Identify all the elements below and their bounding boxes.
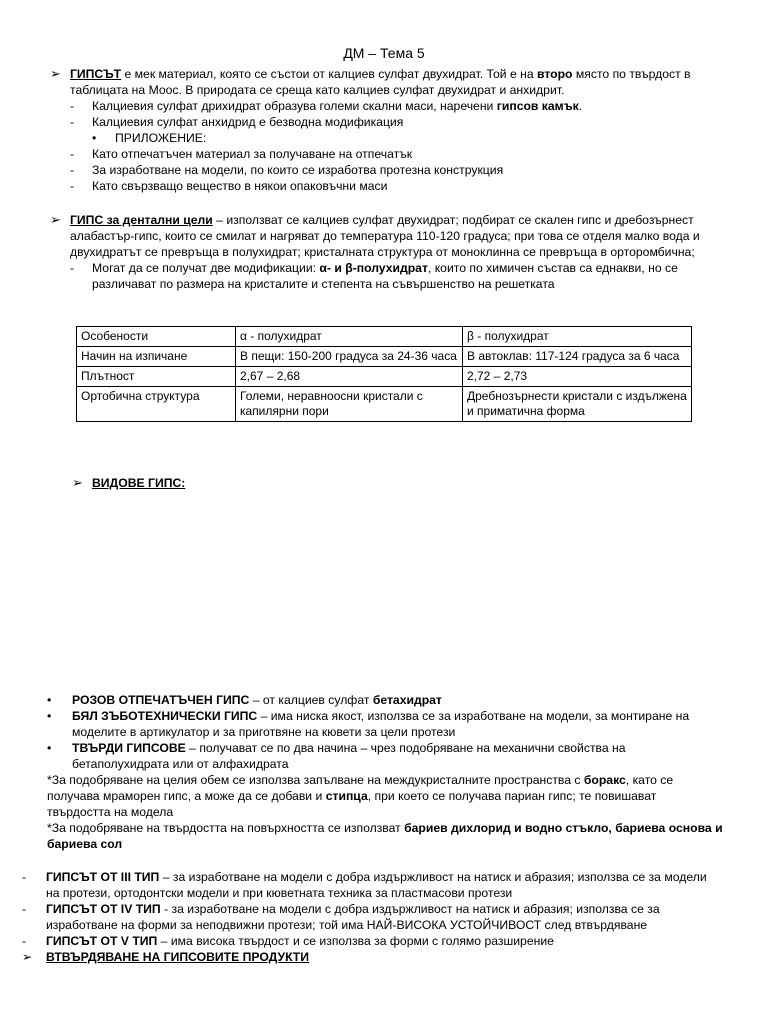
dash-text: Калциевия сулфат анхидрид е безводна модификация xyxy=(92,115,404,129)
intro-bold-word: второ xyxy=(537,67,573,81)
application-item: - За изработване на модели, по които се изработва протезна конструкция xyxy=(70,163,504,177)
applications-heading xyxy=(50,130,720,146)
arrow-bullet-icon: ➢ xyxy=(22,950,33,964)
table-cell: В пещи: 150-200 градуса за 24-36 часа xyxy=(236,347,463,367)
table-row xyxy=(77,387,692,422)
class-item: - ГИПСЪТ ОТ IV ТИП - за изработване на модели с добра издържливост на натиск и абразия; използва се за изработване на форми за неподвижни протези; той има НАЙ-ВИСОКА УСТОЙЧИВОСТ след втвърдяване xyxy=(22,902,660,932)
final-heading xyxy=(22,949,722,965)
applications-label: ПРИЛОЖЕНИЕ: xyxy=(115,131,207,145)
note-text: , като се получава мраморен гипс, а може да се добави и xyxy=(47,773,674,803)
mod-text-b: , които по химичен състав са еднакви, но се различават по размера на кристалите и степента на съвършенство на решетката xyxy=(92,261,678,291)
table-header-cell: Особености xyxy=(77,327,236,347)
note-bold: стипца xyxy=(325,789,368,803)
table-cell: Начин на изпичане xyxy=(77,347,236,367)
intro-text-a: е мек материал, която се състои от калциев сулфат двухидрат. Той е на xyxy=(121,67,538,81)
final-heading-label: ВТВЪРДЯВАНЕ НА ГИПСОВИТЕ ПРОДУКТИ xyxy=(46,950,310,964)
table-header-row xyxy=(77,327,692,347)
bullet-dot-icon: • xyxy=(92,131,97,145)
type-name: ТВЪРДИ ГИПСОВЕ xyxy=(72,741,186,755)
dental-gypsum-term: ГИПС за дентални цели xyxy=(70,213,213,227)
section-gypsum xyxy=(50,66,720,194)
arrow-bullet-icon: ➢ xyxy=(72,475,83,490)
type-text: – има ниска якост, използва се за изработване на модели, за монтиране на моделите в артикулатор и за приготвяне на кювети за цели протези xyxy=(72,709,690,739)
dental-gypsum-text: – използват се калциев сулфат двухидрат; подбират се скален гипс и дребозърнест алабастър-гипс, които се смилат и нагряват до температура 110-120 градуса; при това се отделя малко вода и двухидратът се превръща в полухидрат; кристалната структура от моноклинна се превръща в орторомбична; xyxy=(70,213,700,259)
table-header-cell: α - полухидрат xyxy=(236,327,463,347)
type-name: РОЗОВ ОТПЕЧАТЪЧЕН ГИПС xyxy=(72,693,250,707)
list-item xyxy=(47,692,723,708)
arrow-bullet-icon: ➢ xyxy=(50,212,61,227)
gypsum-classes xyxy=(22,869,722,965)
page-title: ДМ – Тема 5 xyxy=(343,45,425,61)
bullet-dot-icon: • xyxy=(47,741,52,755)
class-item: - ГИПСЪТ ОТ III ТИП – за изработване на модели с добра издържливост на натиск и абразия; използва се за модели на протези, ортодонтски модели и при кюветната техника за пластмасови протези xyxy=(22,870,707,900)
types-heading xyxy=(72,475,472,491)
mod-text-a: Могат да се получат две модификации: xyxy=(92,261,320,275)
note-text: *За подобряване на твърдостта на повърхността се използват xyxy=(47,821,405,835)
dash-end: . xyxy=(578,99,583,113)
mod-bold: α- и β-полухидрат xyxy=(319,261,428,275)
dash-item: - Калциевия сулфат анхидрид е безводна модификация xyxy=(70,115,404,129)
section-dental-gypsum xyxy=(50,212,720,292)
application-item: - Като отпечатъчен материал за получаване на отпечатък xyxy=(70,147,413,161)
type-text: – получават се по два начина – чрез подобряване на механични свойства на бетаполухидрата или от алфахидрата xyxy=(72,741,626,771)
type-bold-end: бетахидрат xyxy=(372,693,442,707)
list-item xyxy=(47,740,723,772)
type-text: – от калциев сулфат xyxy=(249,693,373,707)
dash-bold: гипсов камък xyxy=(496,99,579,113)
class-name: ГИПСЪТ ОТ V ТИП xyxy=(46,934,158,948)
modifications-item: - Могат да се получат две модификации: α- и β-полухидрат, които по химичен състав са еднакви, но се различават по размера на кристалите и степента на съвършенство на решетката xyxy=(70,261,678,291)
dental-gypsum-paragraph xyxy=(50,212,720,260)
table-header-cell: β - полухидрат xyxy=(463,327,692,347)
types-list xyxy=(47,692,723,852)
intro-text-b: място по твърдост в таблицата на Моос. В природата се среща като калциев сулфат двухидрат и анхидрит. xyxy=(70,67,691,97)
dash-item: - Калциевия сулфат дрихидрат образува големи скални маси, наречени гипсов камък. xyxy=(70,99,583,113)
types-heading-label: ВИДОВЕ ГИПС: xyxy=(92,476,186,490)
table-cell: В автоклав: 117-124 градуса за 6 часа xyxy=(463,347,692,367)
gypsum-intro xyxy=(50,66,720,98)
bullet-dot-icon: • xyxy=(47,709,52,723)
list-item xyxy=(47,708,723,740)
table-cell: Ортобична структура xyxy=(77,387,236,422)
class-text: – за изработване на модели с добра издържливост на натиск и абразия; използва се за модели на протези, ортодонтски модели и при кюветната техника за пластмасови протези xyxy=(46,870,707,900)
type-name: БЯЛ ЗЪБОТЕХНИЧЕСКИ ГИПС xyxy=(72,709,258,723)
application-text: Като свързващо вещество в някои опаковъчни маси xyxy=(92,179,388,193)
table-cell: 2,67 – 2,68 xyxy=(236,367,463,387)
table-cell: Големи, неравноосни кристали с капилярни пори xyxy=(236,387,463,422)
class-name: ГИПСЪТ ОТ IV ТИП xyxy=(46,902,161,916)
table-row xyxy=(77,347,692,367)
arrow-bullet-icon: ➢ xyxy=(50,66,61,81)
table-cell: Плътност xyxy=(77,367,236,387)
application-text: Като отпечатъчен материал за получаване на отпечатък xyxy=(92,147,413,161)
comparison-table xyxy=(76,326,692,422)
note-paragraph xyxy=(47,820,723,852)
class-text: - за изработване на модели с добра издържливост на натиск и абразия; използва се за изработване на форми за неподвижни протези; той има НАЙ-ВИСОКА УСТОЙЧИВОСТ след втвърдяване xyxy=(46,902,660,932)
table-cell: 2,72 – 2,73 xyxy=(463,367,692,387)
application-text: За изработване на модели, по които се изработва протезна конструкция xyxy=(92,163,504,177)
class-name: ГИПСЪТ ОТ III ТИП xyxy=(46,870,160,884)
application-item: - Като свързващо вещество в някои опаковъчни маси xyxy=(70,179,388,193)
note-bold: боракс xyxy=(583,773,626,787)
table-row xyxy=(77,367,692,387)
table-cell: Дребнозърнести кристали с издължена и приматична форма xyxy=(463,387,692,422)
dash-text: Калциевия сулфат дрихидрат образува големи скални маси, наречени xyxy=(92,99,497,113)
bullet-dot-icon: • xyxy=(47,693,52,707)
class-item: - ГИПСЪТ ОТ V ТИП – има висока твърдост и се използва за форми с голямо разширение xyxy=(22,934,554,948)
gypsum-term: ГИПСЪТ xyxy=(70,67,122,81)
note-text: *За подобряване на целия обем се използва запълване на междукристалните пространства с xyxy=(47,773,584,787)
note-bold: бариев дихлорид и водно стъкло, бариева основа и бариева сол xyxy=(47,821,723,851)
note-paragraph xyxy=(47,772,723,820)
note-text: , при което се получава париан гипс; те повишават твърдостта на модела xyxy=(47,789,657,819)
class-text: – има висока твърдост и се използва за форми с голямо разширение xyxy=(157,934,554,948)
